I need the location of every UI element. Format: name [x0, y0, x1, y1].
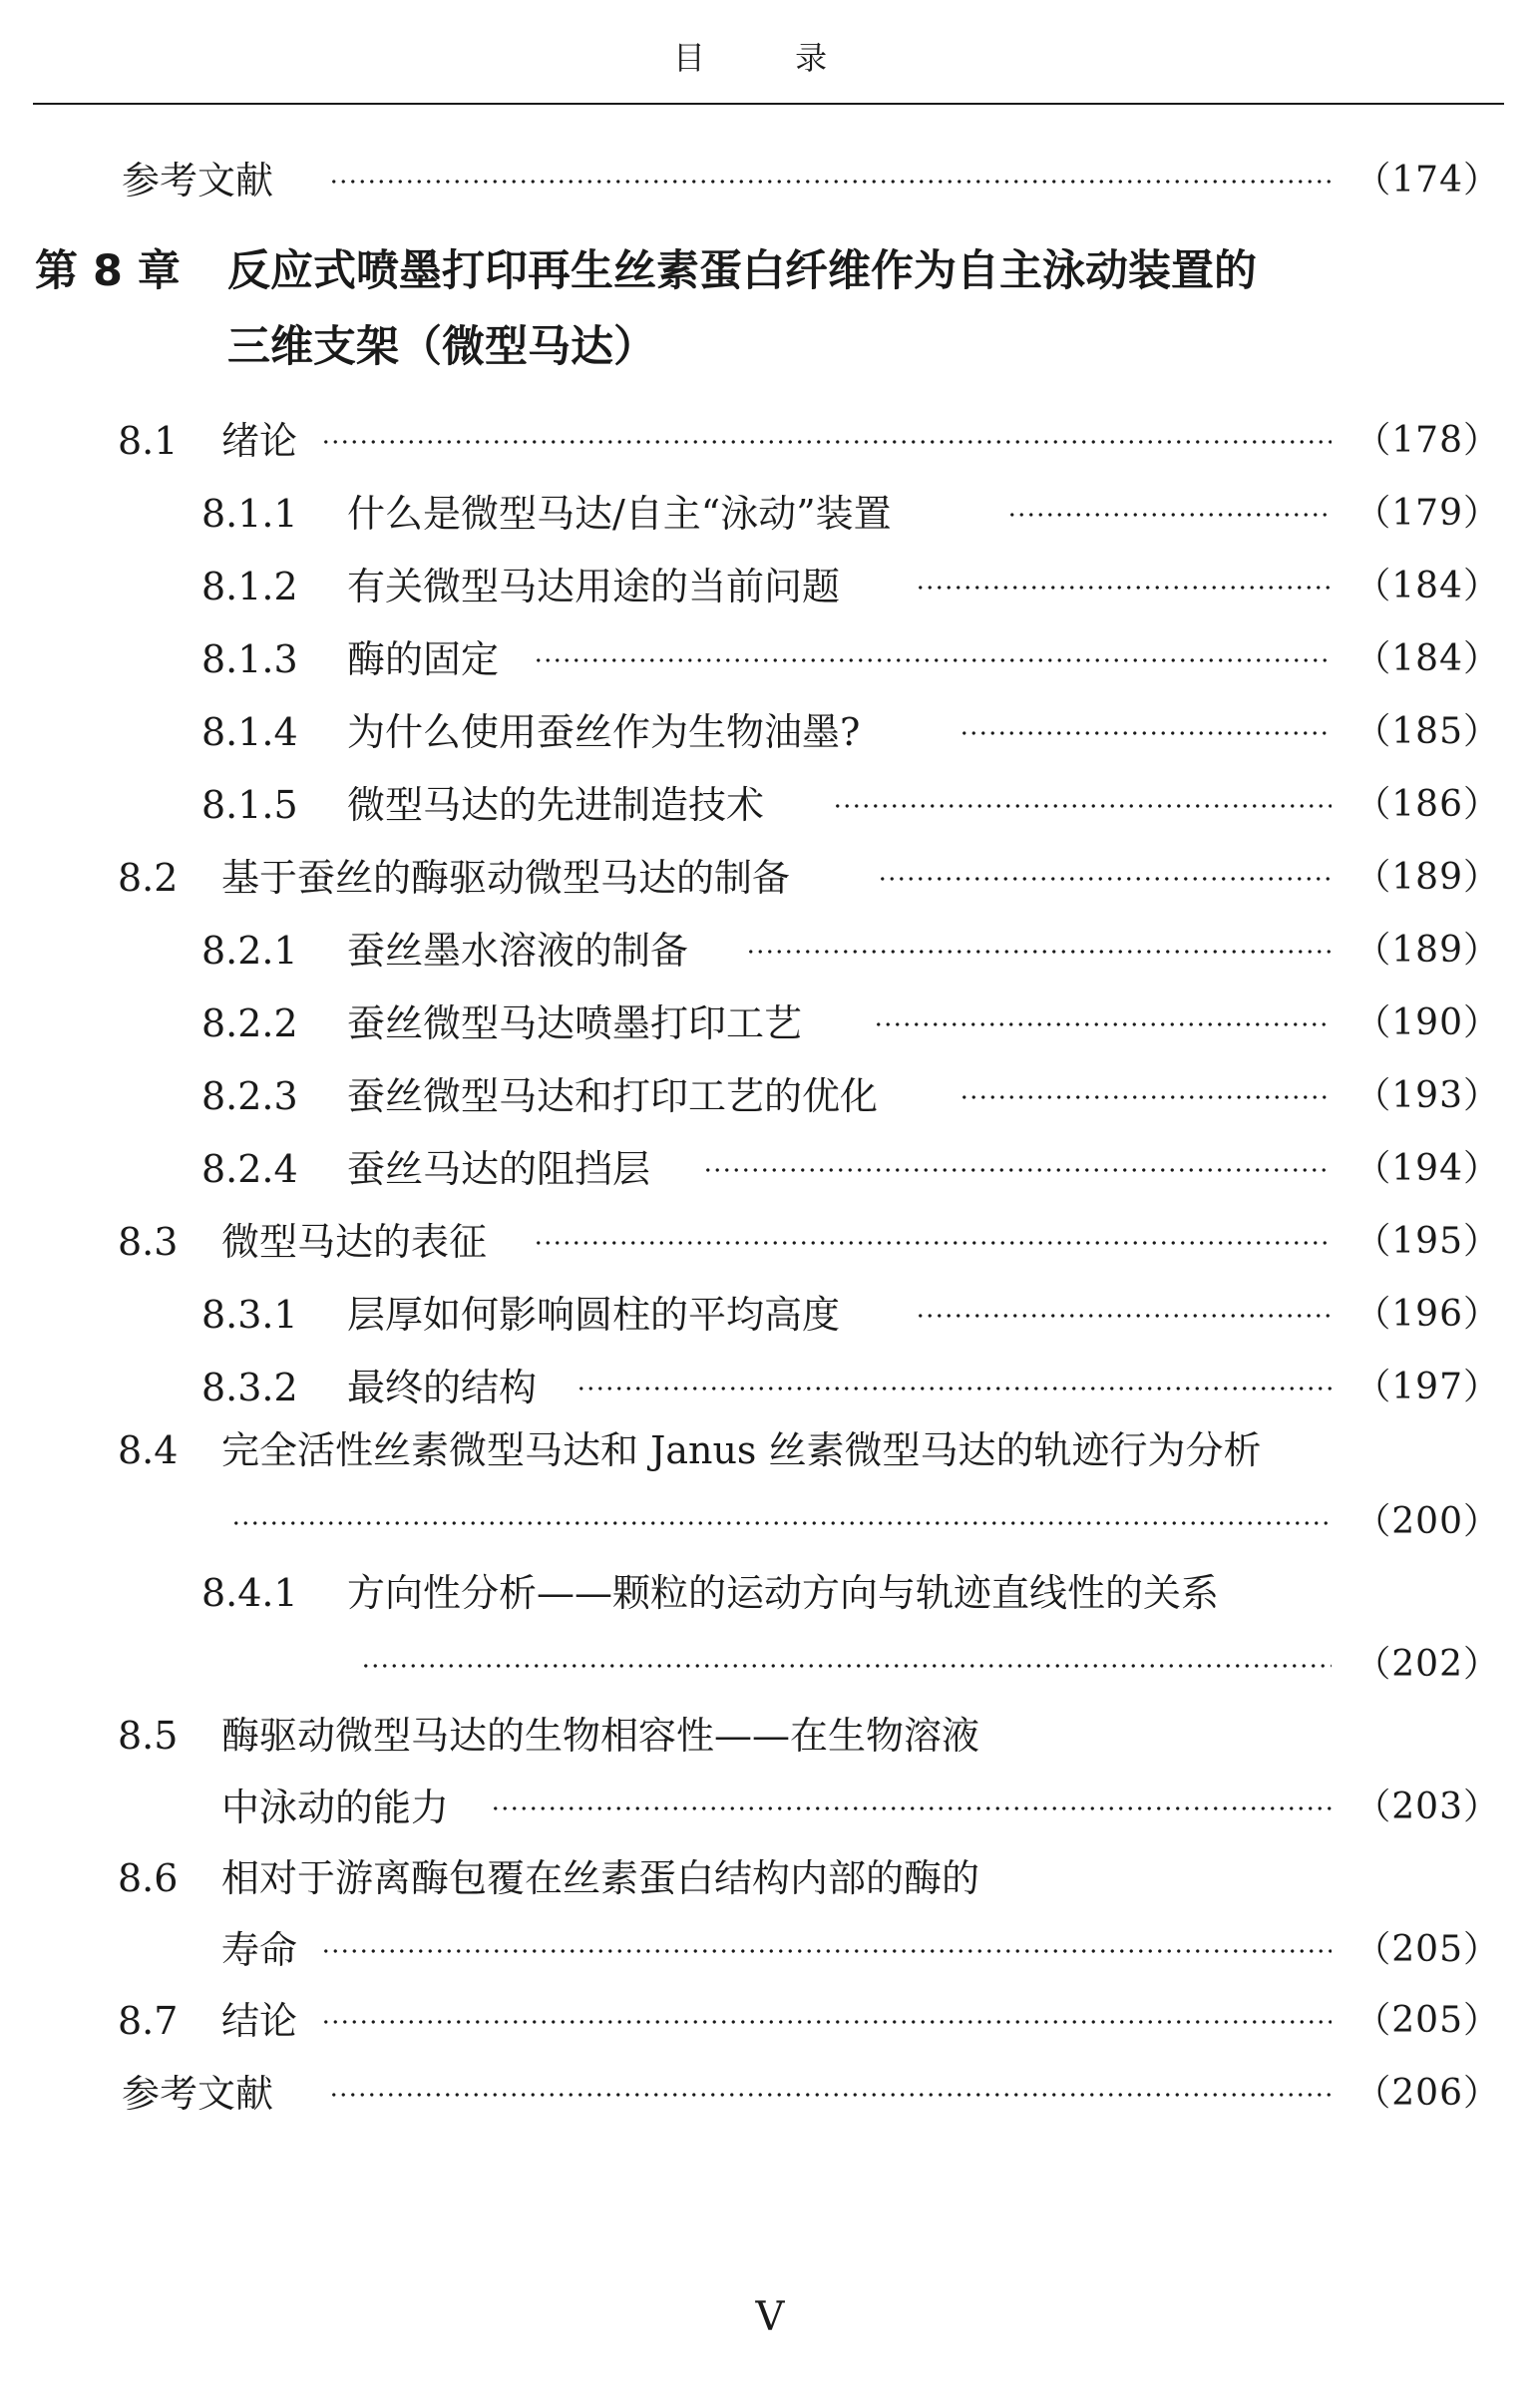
toc-entry-8-1-4[interactable] [0, 706, 1540, 758]
dot-leader [321, 1948, 1332, 1954]
dot-leader [329, 2092, 1332, 2098]
page-number: （200） [1354, 1501, 1500, 1542]
dot-leader [916, 1313, 1332, 1319]
section-number: 8.2.2 [201, 1001, 298, 1045]
page-number: （205） [1354, 1929, 1500, 1970]
toc-entry-8-1-3[interactable] [0, 633, 1540, 685]
section-number: 8.2 [118, 856, 179, 900]
page-number: （202） [1354, 1644, 1500, 1685]
section-number: 8.3.1 [201, 1293, 298, 1337]
dot-leader [874, 1021, 1332, 1027]
entry-title-continued: 中泳动的能力 [221, 1786, 450, 1829]
page-number: （179） [1354, 493, 1500, 534]
chapter-title-line1: 反应式喷墨打印再生丝素蛋白纤维作为自主泳动装置的 [227, 246, 1257, 296]
section-number: 8.6 [118, 1856, 179, 1900]
entry-title: 完全活性丝素微型马达和 Janus 丝素微型马达的轨迹行为分析 [221, 1428, 1262, 1472]
section-number: 8.1.3 [201, 637, 298, 681]
dot-leader [321, 2019, 1332, 2025]
page-folio: V [755, 2294, 785, 2340]
section-number: 8.7 [118, 1999, 179, 2043]
section-number: 8.1.2 [201, 565, 298, 608]
page-number: （186） [1354, 784, 1500, 825]
page-number: （196） [1354, 1294, 1500, 1335]
page-number: （195） [1354, 1221, 1500, 1262]
header-rule [33, 103, 1504, 105]
section-number: 8.3 [118, 1220, 179, 1264]
toc-entry-8-4[interactable] [0, 1424, 1540, 1548]
section-number: 8.1.4 [201, 710, 298, 754]
dot-leader [491, 1805, 1332, 1811]
entry-title: 蚕丝微型马达喷墨打印工艺 [347, 1001, 803, 1045]
toc-entry-8-2-2[interactable] [0, 997, 1540, 1049]
dot-leader [746, 949, 1332, 955]
toc-entry-8-1-1[interactable] [0, 488, 1540, 540]
toc-entry-8-3[interactable] [0, 1216, 1540, 1268]
entry-title: 绪论 [221, 419, 298, 463]
entry-title: 有关微型马达用途的当前问题 [347, 565, 841, 608]
chapter-number: 第 8 章 [35, 246, 181, 296]
section-number: 8.2.1 [201, 929, 298, 973]
dot-leader [878, 876, 1332, 882]
dot-leader [916, 585, 1332, 591]
section-number: 8.1.1 [201, 492, 298, 536]
page-number: （178） [1354, 420, 1500, 461]
chapter-title-line2: 三维支架（微型马达） [227, 322, 656, 372]
entry-title: 蚕丝墨水溶液的制备 [347, 929, 689, 973]
entry-title: 最终的结构 [347, 1366, 538, 1409]
section-number: 8.1.5 [201, 783, 298, 827]
page-number: （194） [1354, 1148, 1500, 1189]
dot-leader [329, 179, 1332, 185]
page-number: （206） [1354, 2073, 1500, 2114]
entry-title: 微型马达的表征 [221, 1220, 488, 1264]
dot-leader [577, 1386, 1332, 1392]
entry-title: 参考文献 [122, 2072, 274, 2116]
dot-leader [833, 803, 1332, 809]
page-number: （189） [1354, 930, 1500, 971]
dot-leader [534, 657, 1332, 663]
dot-leader [1007, 512, 1332, 518]
section-number: 8.1 [118, 419, 179, 463]
entry-title: 蚕丝马达的阻挡层 [347, 1147, 651, 1191]
section-number: 8.5 [118, 1714, 179, 1758]
page-number: （197） [1354, 1367, 1500, 1407]
entry-title: 微型马达的先进制造技术 [347, 783, 765, 827]
page-number: （193） [1354, 1075, 1500, 1116]
section-number: 8.4 [118, 1428, 179, 1472]
toc-entry-8-3-1[interactable] [0, 1289, 1540, 1341]
dot-leader [703, 1167, 1332, 1173]
toc-entry-8-6[interactable] [0, 1852, 1540, 1976]
toc-entry-8-2-3[interactable] [0, 1070, 1540, 1122]
dot-leader [231, 1520, 1332, 1526]
page-number: （203） [1354, 1787, 1500, 1827]
dot-leader [960, 1094, 1332, 1100]
dot-leader [321, 439, 1332, 445]
entry-title: 酶驱动微型马达的生物相容性——在生物溶液 [221, 1714, 980, 1758]
section-number: 8.2.4 [201, 1147, 298, 1191]
toc-entry-8-1-5[interactable] [0, 779, 1540, 831]
page-number: （189） [1354, 857, 1500, 898]
page-number: （184） [1354, 638, 1500, 679]
toc-entry-8-4-1[interactable] [0, 1567, 1540, 1691]
toc-entry-8-1-2[interactable] [0, 561, 1540, 612]
toc-entry-8-5[interactable] [0, 1710, 1540, 1833]
entry-title: 相对于游离酶包覆在丝素蛋白结构内部的酶的 [221, 1856, 980, 1900]
dot-leader [534, 1240, 1332, 1246]
dot-leader [361, 1663, 1332, 1669]
entry-title: 什么是微型马达/自主“泳动”装置 [347, 492, 892, 536]
page-number: （185） [1354, 711, 1500, 752]
toc-entry-references-top[interactable] [0, 155, 1540, 206]
entry-title: 方向性分析——颗粒的运动方向与轨迹直线性的关系 [347, 1571, 1220, 1615]
section-number: 8.2.3 [201, 1074, 298, 1118]
entry-title: 为什么使用蚕丝作为生物油墨? [347, 710, 861, 754]
toc-entry-8-2-1[interactable] [0, 925, 1540, 977]
entry-title: 蚕丝微型马达和打印工艺的优化 [347, 1074, 879, 1118]
page-number: （174） [1354, 160, 1500, 200]
page-number: （184） [1354, 566, 1500, 606]
entry-title: 参考文献 [122, 159, 274, 202]
entry-title: 酶的固定 [347, 637, 500, 681]
entry-title: 层厚如何影响圆柱的平均高度 [347, 1293, 841, 1337]
toc-entry-8-1[interactable] [0, 415, 1540, 467]
dot-leader [960, 730, 1332, 736]
page-number: （190） [1354, 1002, 1500, 1043]
toc-entry-8-2-4[interactable] [0, 1143, 1540, 1195]
toc-entry-8-3-2[interactable] [0, 1362, 1540, 1413]
toc-entry-references-bottom[interactable] [0, 2068, 1540, 2120]
toc-entry-8-7[interactable] [0, 1995, 1540, 2047]
page-number: （205） [1354, 2000, 1500, 2041]
section-number: 8.3.2 [201, 1366, 298, 1409]
running-header: 目 录 [672, 39, 868, 77]
entry-title-continued: 寿命 [221, 1928, 298, 1972]
section-number: 8.4.1 [201, 1571, 298, 1615]
entry-title: 结论 [221, 1999, 298, 2043]
entry-title: 基于蚕丝的酶驱动微型马达的制备 [221, 856, 791, 900]
toc-entry-8-2[interactable] [0, 852, 1540, 904]
